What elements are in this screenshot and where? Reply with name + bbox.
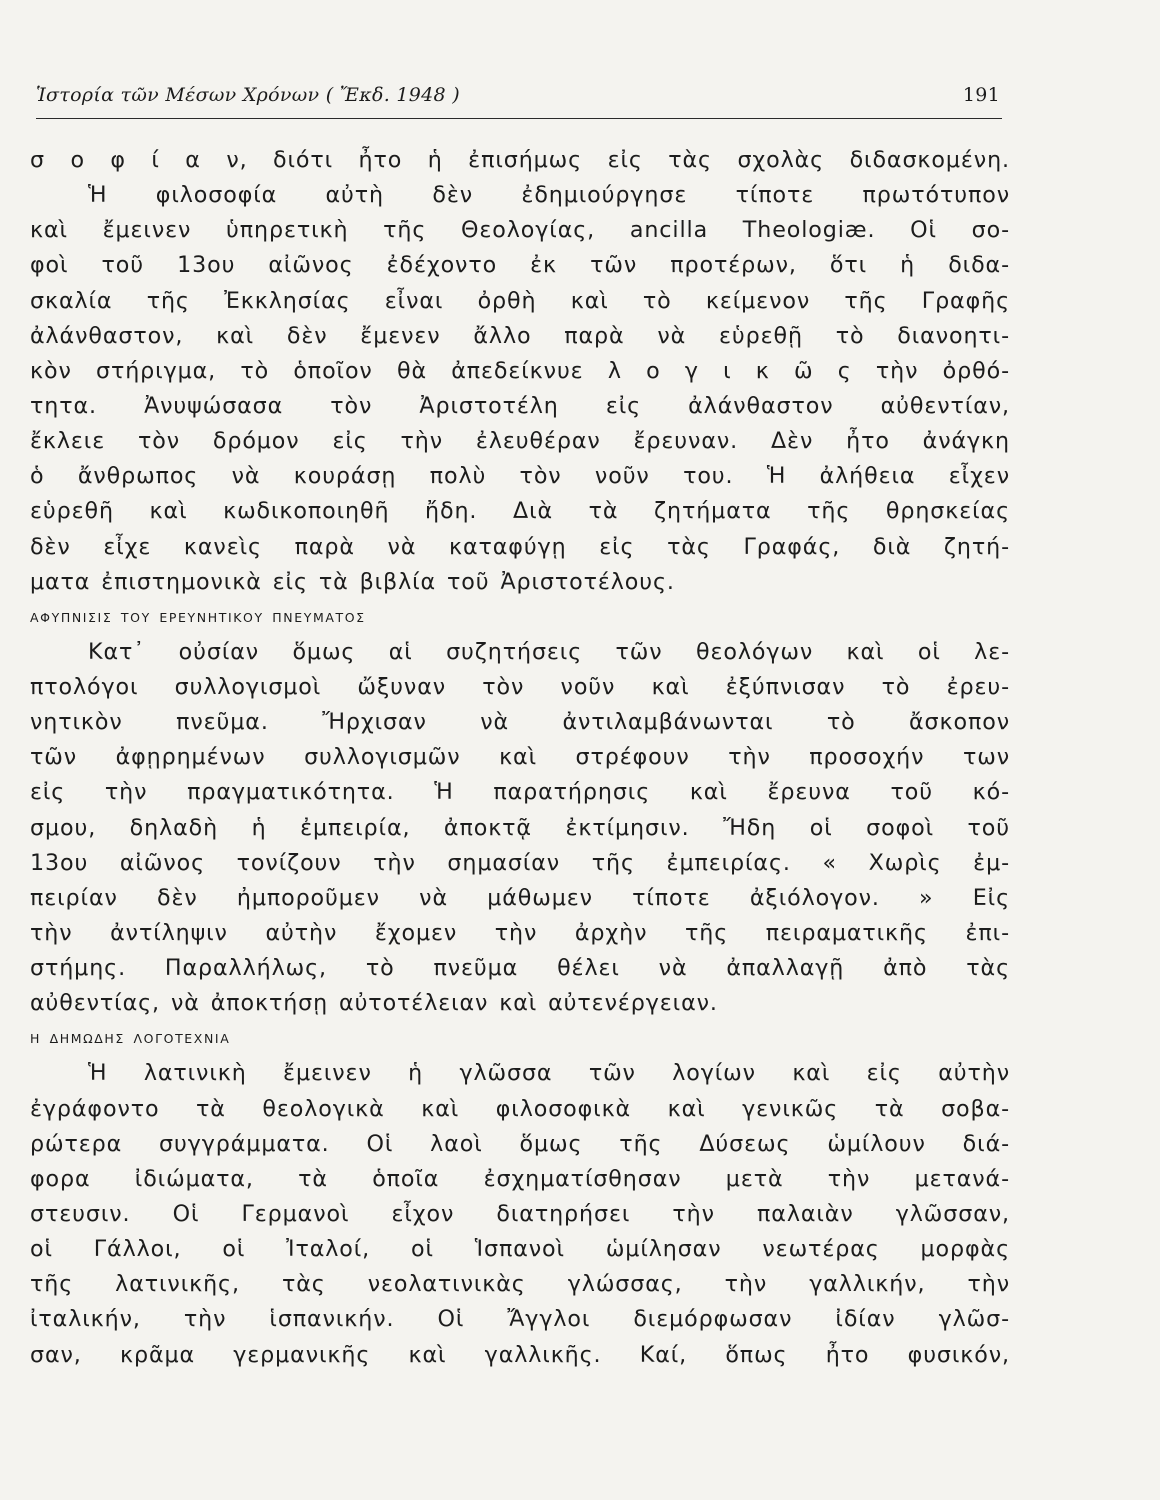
text-line: ἰταλικήν, τὴν ἱσπανικήν. Οἱ Ἄγγλοι διεμόρφωσαν ἰδίαν γλῶσ- — [30, 1306, 1010, 1333]
text-line: αὐθεντίας, νὰ ἀποκτήσῃ αὐτοτέλειαν καὶ αὐτενέργειαν. — [30, 990, 718, 1017]
text-line: πειρίαν δὲν ἠμποροῦμεν νὰ μάθωμεν τίποτε ἀξιόλογον. » Εἰς — [30, 884, 1010, 911]
text-line: Κατ᾿ οὐσίαν ὅμως αἱ συζητήσεις τῶν θεολόγων καὶ οἱ λε- — [88, 638, 1010, 665]
text-line: κὸν στήριγμα, τὸ ὁποῖον θὰ ἀπεδείκνυε λ ο γ ι κ ῶ ς τὴν ὀρθό- — [30, 357, 1010, 384]
text-line: φορα ἰδιώματα, τὰ ὁποῖα ἐσχηματίσθησαν μετὰ τὴν μετανά- — [30, 1165, 1010, 1192]
text-line: ρώτερα συγγράμματα. Οἱ λαοὶ ὅμως τῆς Δύσεως ὡμίλουν διά- — [30, 1130, 1010, 1157]
text-line: στευσιν. Οἱ Γερμανοὶ εἶχον διατηρήσει τὴν παλαιὰν γλῶσσαν, — [30, 1200, 1010, 1227]
section-3 — [30, 1056, 1010, 1372]
text-line: δὲν εἶχε κανεὶς παρὰ νὰ καταφύγῃ εἰς τὰς Γραφάς, διὰ ζητή- — [30, 533, 1010, 560]
text-line: σαν, κρᾶμα γερμανικῆς καὶ γαλλικῆς. Καί, ὅπως ἦτο φυσικόν, — [30, 1341, 1010, 1368]
text-line: τῶν ἀφῃρημένων συλλογισμῶν καὶ στρέφουν τὴν προσοχήν των — [30, 744, 1010, 771]
text-line: τῆς λατινικῆς, τὰς νεολατινικὰς γλώσσας, τὴν γαλλικήν, τὴν — [30, 1271, 1010, 1298]
text-line: ἀλάνθαστον, καὶ δὲν ἔμενεν ἄλλο παρὰ νὰ εὑρεθῇ τὸ διανοητι- — [30, 322, 1010, 349]
text-line: εὑρεθῆ καὶ κωδικοποιηθῆ ἤδη. Διὰ τὰ ζητήματα τῆς θρησκείας — [30, 498, 1010, 525]
text-line: σμου, δηλαδὴ ἡ ἐμπειρία, ἀποκτᾷ ἐκτίμησιν. Ἤδη οἱ σοφοὶ τοῦ — [30, 814, 1010, 841]
running-header — [36, 84, 1000, 106]
page-number: 191 — [962, 84, 1000, 106]
text-line: τὴν ἀντίληψιν αὐτὴν ἔχομεν τὴν ἀρχὴν τῆς πειραματικῆς ἐπι- — [30, 919, 1010, 946]
section-1 — [30, 143, 1010, 600]
text-line: ὁ ἄνθρωπος νὰ κουράσῃ πολὺ τὸν νοῦν του. Ἡ ἀλήθεια εἶχεν — [30, 463, 1010, 490]
text-line: ἔκλειε τὸν δρόμον εἰς τὴν ἐλευθέραν ἔρευναν. Δὲν ἦτο ἀνάγκη — [30, 428, 1010, 455]
header-rule — [36, 118, 1002, 119]
text-line: φοὶ τοῦ 13ου αἰῶνος ἐδέχοντο ἐκ τῶν προτέρων, ὅτι ἡ διδα- — [30, 252, 1010, 279]
section-2 — [30, 635, 1010, 1022]
section-heading: Η ΔΗΜΩΔΗΣ ΛΟΓΟΤΕΧΝΙΑ — [30, 1031, 231, 1047]
body-text — [30, 143, 1010, 1373]
text-line: σ ο φ ί α ν, διότι ἦτο ἡ ἐπισήμως εἰς τὰς σχολὰς διδασκομένη. — [30, 147, 1010, 173]
text-line: ματα ἐπιστημονικὰ εἰς τὰ βιβλία τοῦ Ἀριστοτέλους. — [30, 568, 675, 595]
text-line: καὶ ἔμεινεν ὑπηρετικὴ τῆς Θεολογίας, ancilla Theologiæ. Οἱ σο- — [30, 217, 1010, 244]
text-line: Ἡ λατινικὴ ἔμεινεν ἡ γλῶσσα τῶν λογίων καὶ εἰς αὐτὴν — [88, 1060, 1010, 1087]
text-line: πτολόγοι συλλογισμοὶ ὤξυναν τὸν νοῦν καὶ ἐξύπνισαν τὸ ἐρευ- — [30, 673, 1010, 700]
text-line: ἐγράφοντο τὰ θεολογικὰ καὶ φιλοσοφικὰ καὶ γενικῶς τὰ σοβα- — [30, 1095, 1010, 1122]
text-line: σκαλία τῆς Ἐκκλησίας εἶναι ὀρθὴ καὶ τὸ κείμενον τῆς Γραφῆς — [30, 287, 1010, 314]
text-line: εἰς τὴν πραγματικότητα. Ἡ παρατήρησις καὶ ἔρευνα τοῦ κό- — [30, 779, 1010, 806]
text-line: στήμης. Παραλλήλως, τὸ πνεῦμα θέλει νὰ ἀπαλλαγῇ ἀπὸ τὰς — [30, 955, 1010, 982]
text-line: Ἡ φιλοσοφία αὐτὴ δὲν ἐδημιούργησε τίποτε πρωτότυπον — [88, 182, 1010, 209]
text-line: νητικὸν πνεῦμα. Ἤρχισαν νὰ ἀντιλαμβάνωνται τὸ ἄσκοπον — [30, 709, 1010, 736]
text-line: τητα. Ἀνυψώσασα τὸν Ἀριστοτέλη εἰς ἀλάνθαστον αὐθεντίαν, — [30, 392, 1010, 419]
text-line: 13ου αἰῶνος τονίζουν τὴν σημασίαν τῆς ἐμπειρίας. « Χωρὶς ἐμ- — [30, 849, 1010, 876]
text-line: οἱ Γάλλοι, οἱ Ἰταλοί, οἱ Ἱσπανοὶ ὡμίλησαν νεωτέρας μορφὰς — [30, 1236, 1010, 1263]
section-heading: ΑΦΥΠΝΙΣΙΣ ΤΟΥ ΕΡΕΥΝΗΤΙΚΟΥ ΠΝΕΥΜΑΤΟΣ — [30, 609, 366, 625]
running-title: Ἱστορία τῶν Μέσων Χρόνων ( Ἔκδ. 1948 ) — [36, 84, 461, 106]
